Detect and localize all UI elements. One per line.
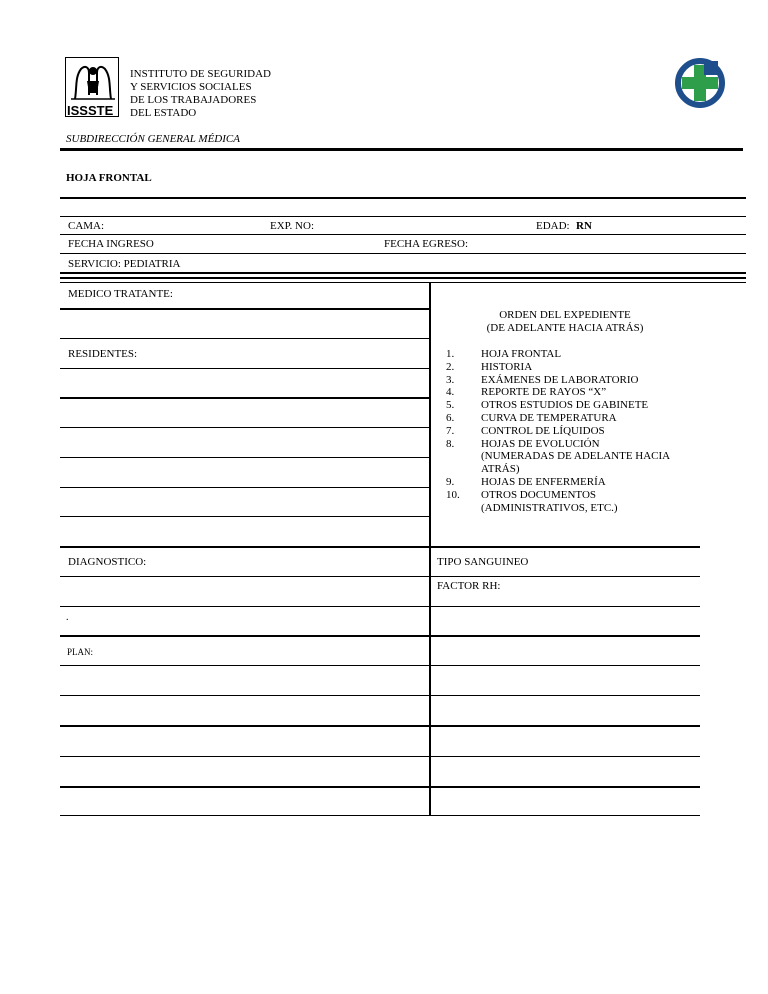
patient-line-2 <box>60 253 746 254</box>
row-line-6 <box>60 725 700 727</box>
patient-top-line <box>60 216 746 217</box>
residentes-label: RESIDENTES: <box>68 348 138 360</box>
factor-rh-label: FACTOR RH: <box>437 580 501 592</box>
order-item <box>446 361 532 374</box>
order-title-line-1: ORDEN DEL EXPEDIENTE <box>499 309 631 321</box>
order-item-text: CURVA DE TEMPERATURA <box>481 412 617 424</box>
row-line-5 <box>60 695 700 696</box>
institute-line-4: DEL ESTADO <box>130 107 197 119</box>
logo-text: ISSSTE <box>67 103 114 118</box>
servicio-label: SERVICIO: PEDIATRIA <box>68 258 181 270</box>
tipo-sanguineo-label: TIPO SANGUINEO <box>437 556 529 568</box>
plan-label: PLAN: <box>67 647 94 657</box>
order-title-line-2: (DE ADELANTE HACIA ATRÁS) <box>486 322 644 334</box>
edad-label: EDAD: <box>536 220 570 232</box>
order-item-number: 10. <box>446 488 460 501</box>
left-line-2 <box>60 338 429 339</box>
order-item <box>446 438 600 451</box>
order-item <box>446 374 638 387</box>
order-item-number: 5. <box>446 399 455 412</box>
patient-bottom-line-1 <box>60 272 746 274</box>
row-line-4 <box>60 665 700 666</box>
order-item <box>446 476 606 489</box>
row-line-8 <box>60 786 700 788</box>
header-divider <box>60 148 743 151</box>
order-item-number: 9. <box>446 476 455 488</box>
row-line-3 <box>60 635 700 637</box>
medico-tratante-label: MEDICO TRATANTE: <box>68 288 173 300</box>
title-divider <box>60 197 746 199</box>
exp-label: EXP. NO: <box>270 220 315 232</box>
order-item-number: 8. <box>446 437 455 450</box>
order-item-number: 4. <box>446 386 455 399</box>
order-item <box>446 425 605 438</box>
fecha-egreso-label: FECHA EGRESO: <box>384 238 469 250</box>
order-item <box>446 399 648 412</box>
order-item <box>446 386 606 399</box>
patient-bottom-line-2 <box>60 277 746 279</box>
order-item-text: HOJAS DE ENFERMERÍA <box>481 476 606 488</box>
institute-line-3: DE LOS TRABAJADORES <box>130 94 257 106</box>
left-line-4 <box>60 397 429 399</box>
dot-mark: . <box>66 612 69 623</box>
order-item-8-continuation-2: ATRÁS) <box>481 463 520 476</box>
section-line-diagnostico <box>60 546 700 548</box>
institute-line-1: INSTITUTO DE SEGURIDAD <box>130 68 271 80</box>
order-item-text: EXÁMENES DE LABORATORIO <box>481 373 639 386</box>
left-line-6 <box>60 457 429 458</box>
hospital-certified-seal <box>660 53 730 123</box>
logo-emblem-icon <box>67 59 119 103</box>
left-line-8 <box>60 516 429 517</box>
order-item-text: HOJA FRONTAL <box>481 348 562 360</box>
order-item-text: OTROS ESTUDIOS DE GABINETE <box>481 399 649 412</box>
certification-seal-icon <box>660 53 730 123</box>
diagnostico-label: DIAGNOSTICO: <box>68 556 147 568</box>
order-item <box>446 489 596 502</box>
order-item-number: 2. <box>446 360 455 373</box>
order-item-8-continuation-1: (NUMERADAS DE ADELANTE HACIA <box>481 450 671 463</box>
order-item-number: 7. <box>446 424 455 437</box>
order-item-text: HOJAS DE EVOLUCIÓN <box>481 437 600 450</box>
document-title: HOJA FRONTAL <box>66 172 152 184</box>
cama-label: CAMA: <box>68 220 105 232</box>
left-line-7 <box>60 487 429 488</box>
order-item-10-continuation: (ADMINISTRATIVOS, ETC.) <box>481 501 618 514</box>
order-item-number: 6. <box>446 412 455 424</box>
order-item <box>446 348 561 361</box>
patient-line-1 <box>60 234 746 235</box>
left-line-3 <box>60 368 429 369</box>
row-line-7 <box>60 756 700 757</box>
row-line-1 <box>60 576 700 577</box>
order-item-text: CONTROL DE LÍQUIDOS <box>481 424 605 437</box>
patient-bottom-line-3 <box>60 282 746 283</box>
order-item-text: HISTORIA <box>481 360 533 373</box>
row-line-2 <box>60 606 700 607</box>
order-item-number: 3. <box>446 373 455 386</box>
subdirection-title: SUBDIRECCIÓN GENERAL MÉDICA <box>66 133 240 145</box>
row-line-9 <box>60 815 700 816</box>
institute-line-2: Y SERVICIOS SOCIALES <box>130 81 252 93</box>
order-item-text: OTROS DOCUMENTOS <box>481 488 597 501</box>
left-line-5 <box>60 427 429 428</box>
left-line-1 <box>60 308 429 310</box>
fecha-ingreso-label: FECHA INGRESO <box>68 238 154 250</box>
edad-value: RN <box>576 220 592 232</box>
order-item-text: REPORTE DE RAYOS “X” <box>481 386 607 399</box>
column-divider <box>429 283 431 816</box>
order-item-number: 1. <box>446 348 455 360</box>
order-item <box>446 412 617 425</box>
